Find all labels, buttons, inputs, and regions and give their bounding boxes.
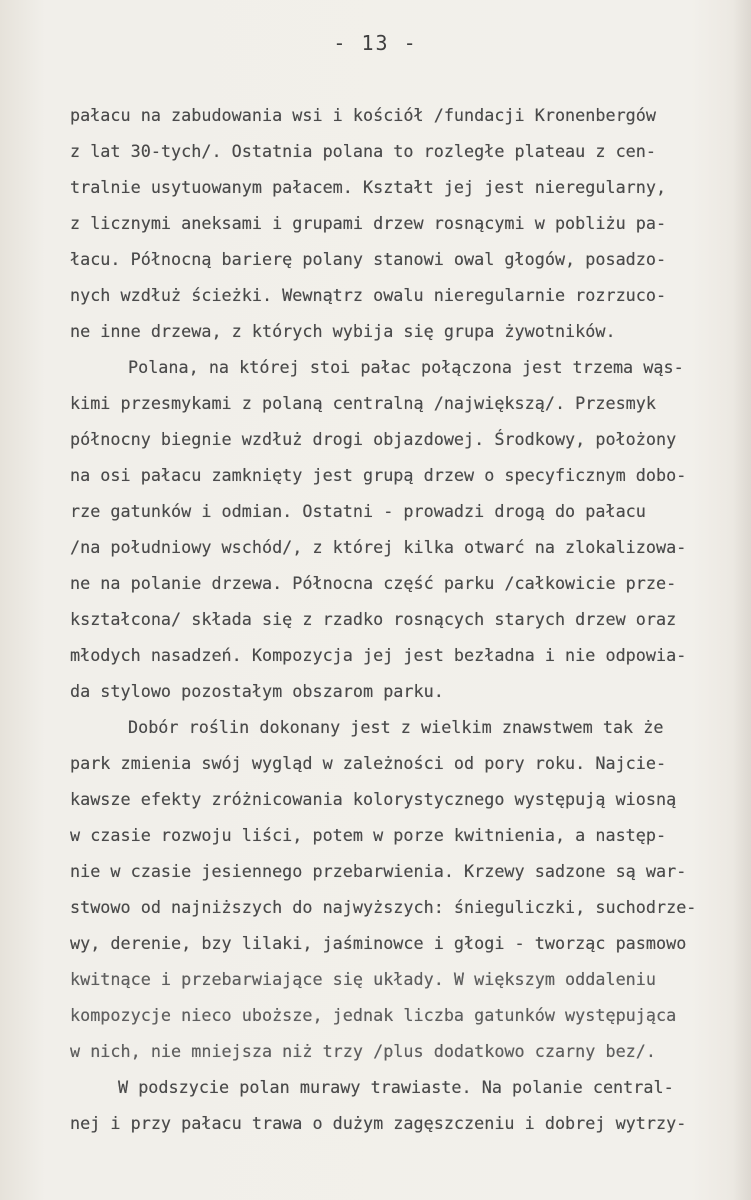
scan-edge-shadow [733,0,751,1200]
text-line: pałacu na zabudowania wsi i kościół /fundacji Kronenbergów [70,105,656,125]
text-line: ne inne drzewa, z których wybija się grupa żywotników. [70,321,616,341]
text-line: w czasie rozwoju liści, potem w porze kwitnienia, a następ- [70,825,667,845]
paragraph-start-line: Polana, na której stoi pałac połączona jest trzema wąs- [128,357,684,377]
text-line: kwitnące i przebarwiające się układy. W większym oddaleniu [70,969,656,989]
text-line: park zmienia swój wygląd w zależności od pory roku. Najcie- [70,753,667,773]
text-line: nej i przy pałacu trawa o dużym zagęszczeniu i dobrej wytrzy- [70,1113,687,1133]
text-line: stwowo od najniższych do najwyższych: śnieguliczki, suchodrze- [70,897,697,917]
text-line: wy, derenie, bzy lilaki, jaśminowce i głogi - tworząc pasmowo [70,933,687,953]
text-line: w nich, nie mniejsza niż trzy /plus dodatkowo czarny bez/. [70,1041,656,1061]
text-line: nych wzdłuż ścieżki. Wewnątrz owalu nieregularnie rozrzuco- [70,285,667,305]
text-line: kimi przesmykami z polaną centralną /największą/. Przesmyk [70,393,656,413]
text-line: łacu. Północną barierę polany stanowi owal głogów, posadzo- [70,249,667,269]
text-line: na osi pałacu zamknięty jest grupą drzew o specyficznym dobo- [70,465,687,485]
text-line: rze gatunków i odmian. Ostatni - prowadzi drogą do pałacu [70,501,646,521]
text-line: młodych nasadzeń. Kompozycja jej jest bezładna i nie odpowia- [70,645,687,665]
text-line: /na południowy wschód/, z której kilka otwarć na zlokalizowa- [70,537,687,557]
page-number: - 13 - [333,31,418,55]
text-line: z licznymi aneksami i grupami drzew rosnącymi w pobliżu pa- [70,213,667,233]
text-line: kształcona/ składa się z rzadko rosnących starych drzew oraz [70,609,677,629]
text-line: da stylowo pozostałym obszarom parku. [70,681,444,701]
paragraph-start-line: Dobór roślin dokonany jest z wielkim znawstwem tak że [128,717,664,737]
text-line: tralnie usytuowanym pałacem. Kształt jej jest nieregularny, [70,177,667,197]
text-line: kompozycje nieco uboższe, jednak liczba gatunków występująca [70,1005,677,1025]
text-line: kawsze efekty zróżnicowania kolorystycznego występują wiosną [70,789,677,809]
body-text [70,97,735,1141]
paragraph-start-line: W podszycie polan murawy trawiaste. Na polanie central- [118,1077,674,1097]
text-line: nie w czasie jesiennego przebarwienia. Krzewy sadzone są war- [70,861,687,881]
text-line: z lat 30-tych/. Ostatnia polana to rozległe plateau z cen- [70,141,656,161]
text-line: ne na polanie drzewa. Północna część parku /całkowicie prze- [70,573,677,593]
text-line: północny biegnie wzdłuż drogi objazdowej. Środkowy, położony [70,429,677,449]
